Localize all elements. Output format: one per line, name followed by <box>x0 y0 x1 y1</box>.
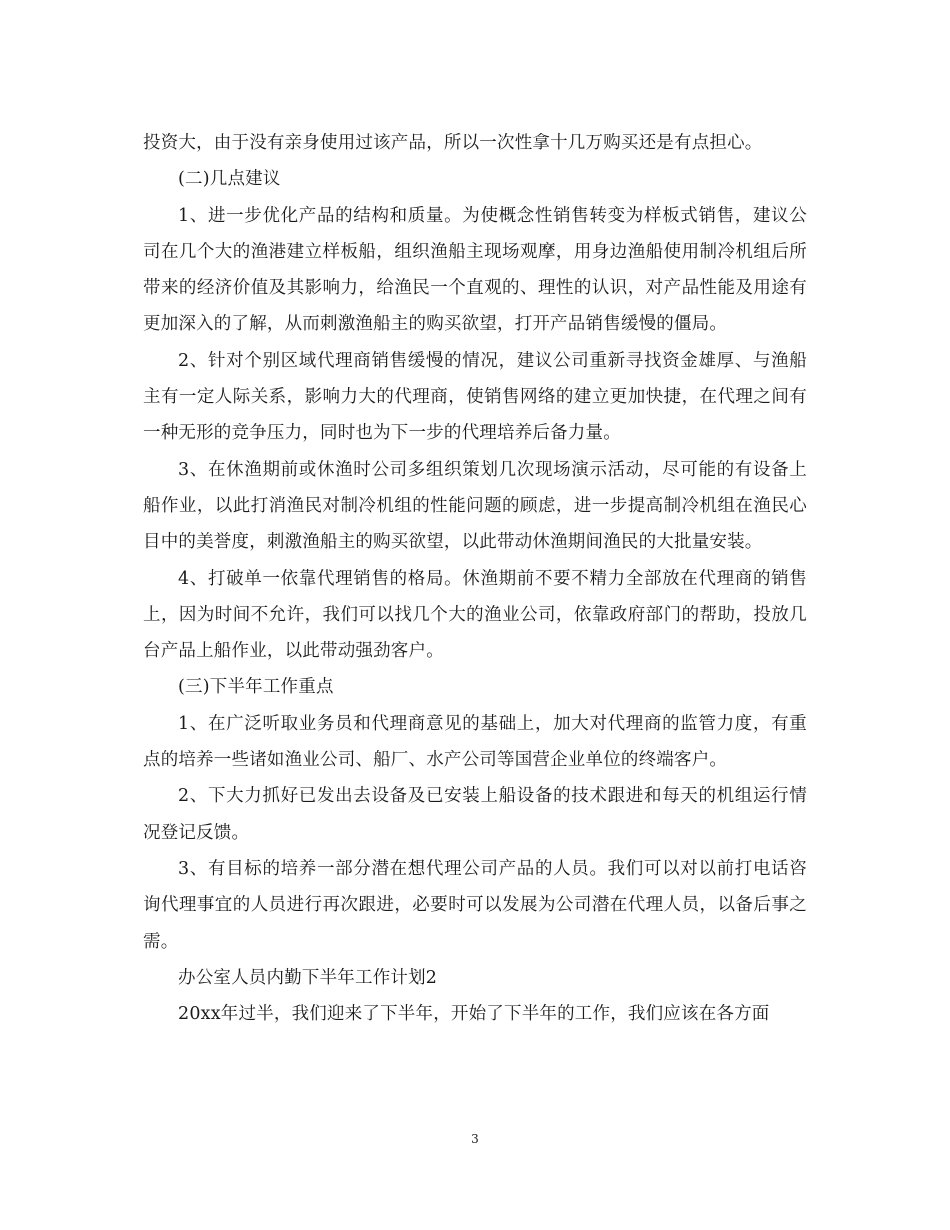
paragraph: 1、在广泛听取业务员和代理商意见的基础上，加大对代理商的监管力度，有重点的培养一些诸如渔业公司、船厂、水产公司等国营企业单位的终端客户。 <box>143 713 807 771</box>
paragraph: 3、在休渔期前或休渔时公司多组织策划几次现场演示活动，尽可能的有设备上船作业，以此打消渔民对制冷机组的性能问题的顾虑，进一步提高制冷机组在渔民心目中的美誉度，刺激渔船主的购买欲望，以此带动休渔期间渔民的大批量安装。 <box>143 459 807 553</box>
section-heading: (三)下半年工作重点 <box>178 677 334 698</box>
paragraph: 20xx年过半，我们迎来了下半年，开始了下半年的工作，我们应该在各方面 <box>178 1004 770 1025</box>
paragraph: 2、针对个别区域代理商销售缓慢的情况，建议公司重新寻找资金雄厚、与渔船主有一定人际关系，影响力大的代理商，使销售网络的建立更加快捷，在代理之间有一种无形的竞争压力，同时也为下一步的代理培养后备力量。 <box>143 350 807 444</box>
paragraph: 投资大，由于没有亲身使用过该产品，所以一次性拿十几万购买还是有点担心。 <box>143 133 763 153</box>
paragraph: 2、下大力抓好已发出去设备及已安装上船设备的技术跟进和每天的机组运行情况登记反馈。 <box>143 786 807 843</box>
document-body <box>143 125 807 1032</box>
paragraph: 1、进一步优化产品的结构和质量。为使概念性销售转变为样板式销售，建议公司在几个大的渔港建立样板船，组织渔船主现场观摩，用身边渔船使用制冷机组后所带来的经济价值及其影响力，给渔民一个直观的、理性的认识，对产品性能及用途有更加深入的了解，从而刺激渔船主的购买欲望，打开产品销售缓慢的僵局。 <box>143 205 807 335</box>
document-subtitle: 办公室人员内勤下半年工作计划2 <box>178 967 438 988</box>
section-heading: (二)几点建议 <box>178 169 281 190</box>
page-number: 3 <box>471 1132 479 1146</box>
paragraph: 4、打破单一依靠代理销售的格局。休渔期前不要不精力全部放在代理商的销售上，因为时间不允许，我们可以找几个大的渔业公司，依靠政府部门的帮助，投放几台产品上船作业，以此带动强劲客户。 <box>143 568 807 662</box>
paragraph: 3、有目标的培养一部分潜在想代理公司产品的人员。我们可以对以前打电话咨询代理事宜的人员进行再次跟进，必要时可以发展为公司潜在代理人员，以备后事之需。 <box>143 858 807 952</box>
